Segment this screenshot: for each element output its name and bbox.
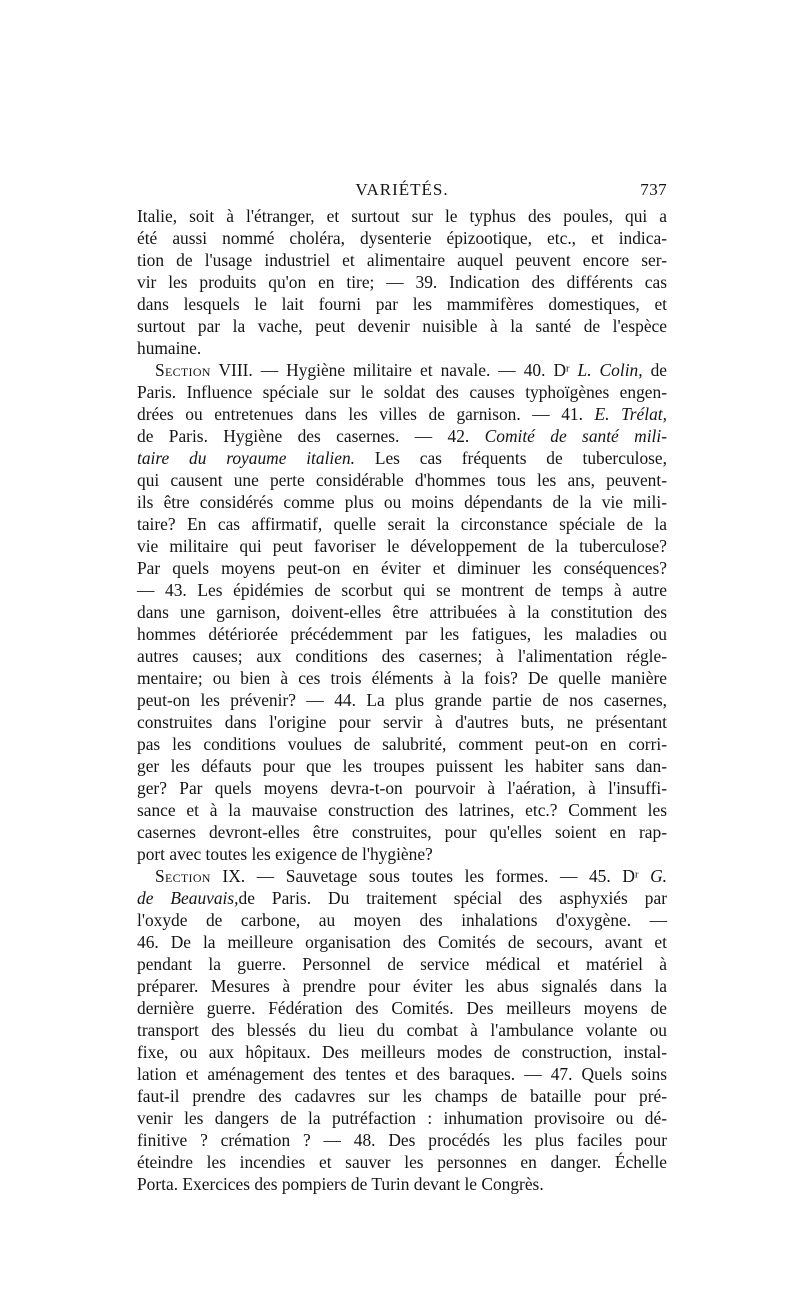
- text-line: dans lesquels le lait fourni par les mammifères domestiques, et: [137, 294, 667, 314]
- text-line: finitive ? crémation ? — 48. Des procédés les plus faciles pour: [137, 1130, 667, 1150]
- text-line: l'oxyde de carbone, au moyen des inhalations d'oxygène. —: [137, 910, 667, 930]
- text-line: port avec toutes les exigence de l'hygiène?: [137, 844, 433, 864]
- text-line: [137, 447, 667, 469]
- text-run: drées ou entretenues dans les villes de garnison. — 41.: [137, 404, 595, 424]
- text-line: été aussi nommé choléra, dysenterie épizootique, etc., et indica-: [137, 228, 667, 248]
- text-line: surtout par la vache, peut devenir nuisible à la santé de l'espèce: [137, 316, 667, 336]
- text-line: construites dans l'origine pour servir à d'autres buts, ne présentant: [137, 712, 667, 732]
- text-line: mentaire; ou bien à ces trois éléments à la fois? De quelle manière: [137, 668, 667, 688]
- text-line: tion de l'usage industriel et alimentaire auquel peuvent encore ser-: [137, 250, 667, 270]
- text-line: — 43. Les épidémies de scorbut qui se montrent de temps à autre: [137, 580, 667, 600]
- text-line: sance et à la mauvaise construction des latrines, etc.? Comment les: [137, 800, 667, 820]
- text-line: [137, 403, 667, 425]
- text-line: ger les défauts pour que les troupes puissent les habiter sans dan-: [137, 756, 667, 776]
- text-line: pendant la guerre. Personnel de service médical et matériel à: [137, 954, 667, 974]
- section-label: Section: [155, 866, 211, 886]
- author-name: E. Trélat,: [594, 404, 667, 424]
- text-run: IX. — Sauvetage sous toutes les formes. — 45. D: [222, 866, 635, 886]
- text-run: Les cas fréquents de tuberculose,: [355, 448, 668, 468]
- text-line: ger? Par quels moyens devra-t-on pourvoir à l'aération, à l'insuffi-: [137, 778, 667, 798]
- text-line: vir les produits qu'on en tire; — 39. Indication des différents cas: [137, 272, 667, 292]
- author-name: L. Colin,: [577, 360, 643, 380]
- section-ix-line: [137, 865, 667, 887]
- section-viii-line: [137, 359, 667, 381]
- author-name: G.: [650, 866, 667, 886]
- text-run: de: [642, 360, 667, 380]
- text-line: venir les dangers de la putréfaction : inhumation provisoire ou dé-: [137, 1108, 667, 1128]
- text-line: dans une garnison, doivent-elles être attribuées à la constitution des: [137, 602, 667, 622]
- text-line: transport des blessés du lieu du combat à l'ambulance volante ou: [137, 1020, 667, 1040]
- text-line: Par quels moyens peut-on en éviter et diminuer les conséquences?: [137, 558, 667, 578]
- text-line: pas les conditions voulues de salubrité, comment peut-on en corri-: [137, 734, 667, 754]
- text-line: préparer. Mesures à prendre pour éviter les abus signalés dans la: [137, 976, 667, 996]
- text-line: hommes détériorée précédemment par les fatigues, les maladies ou: [137, 624, 667, 644]
- text-line: [137, 425, 667, 447]
- committee-name: Comité de santé mili-: [484, 426, 667, 446]
- running-head: [137, 180, 667, 204]
- text-run: VIII. — Hygiène militaire et navale. — 40. D: [218, 360, 567, 380]
- text-line: autres causes; aux conditions des casernes; à l'alimentation régle-: [137, 646, 667, 666]
- text-line: Paris. Influence spéciale sur le soldat des causes typhoïgènes engen-: [137, 382, 667, 402]
- text-line: taire? En cas affirmatif, quelle serait la circonstance spéciale de la: [137, 514, 667, 534]
- text-line: vie militaire qui peut favoriser le développement de la tuberculose?: [137, 536, 667, 556]
- text-line: qui causent une perte considérable d'hommes tous les ans, peuvent-: [137, 470, 667, 490]
- text-run: de Paris. Du traitement spécial des asphyxiés par: [238, 888, 667, 908]
- text-line: peut-on les prévenir? — 44. La plus grande partie de nos casernes,: [137, 690, 667, 710]
- text-line: fixe, ou aux hôpitaux. Des meilleurs modes de construction, instal-: [137, 1042, 667, 1062]
- author-name: de Beauvais,: [137, 888, 239, 908]
- section-label: Section: [155, 360, 211, 380]
- text-line: casernes devront-elles être construites, pour qu'elles soient en rap-: [137, 822, 667, 842]
- text-line: Italie, soit à l'étranger, et surtout sur le typhus des poules, qui a: [137, 206, 667, 226]
- text-line: humaine.: [137, 338, 202, 358]
- running-title: VARIÉTÉS.: [355, 180, 449, 199]
- text-line: lation et aménagement des tentes et des baraques. — 47. Quels soins: [137, 1064, 667, 1084]
- body-text: [137, 205, 667, 1195]
- superscript: r: [566, 363, 570, 375]
- superscript: r: [634, 869, 639, 881]
- text-line: ils être considérés comme plus ou moins dépendants de la vie mili-: [137, 492, 667, 512]
- text-line: faut-il prendre des cadavres sur les champs de bataille pour pré-: [137, 1086, 667, 1106]
- text-line: [137, 887, 667, 909]
- text-line: Porta. Exercices des pompiers de Turin devant le Congrès.: [137, 1174, 544, 1194]
- text-line: éteindre les incendies et sauver les personnes en danger. Échelle: [137, 1152, 667, 1172]
- page-number: 737: [640, 180, 667, 199]
- text-run: de Paris. Hygiène des casernes. — 42.: [137, 426, 485, 446]
- text-line: dernière guerre. Fédération des Comités. Des meilleurs moyens de: [137, 998, 667, 1018]
- committee-name: taire du royaume italien.: [137, 448, 356, 468]
- text-line: 46. De la meilleure organisation des Comités de secours, avant et: [137, 932, 667, 952]
